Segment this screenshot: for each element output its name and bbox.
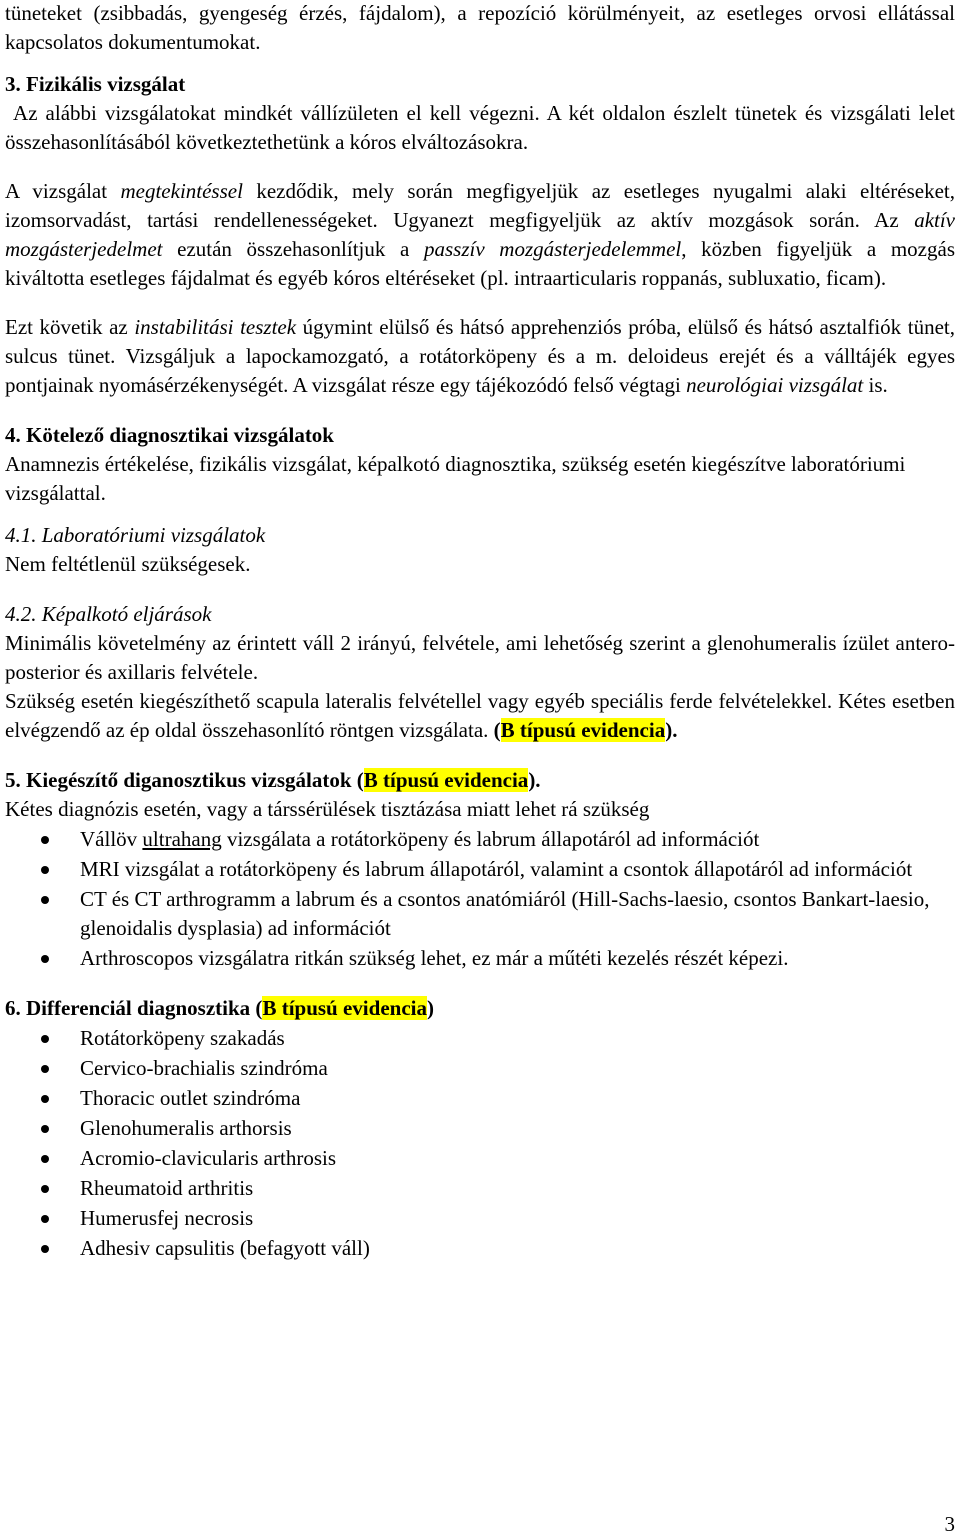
section-3-paragraph-1: Az alábbi vizsgálatokat mindkét vállízületen el kell végezni. A két oldalon észlelt tünetek és vizsgálati lelet összehasonlításából következtethetünk a kóros elváltozásokra.	[5, 101, 960, 154]
heading-text: 6. Differenciál diagnosztika (	[5, 996, 263, 1020]
list-item	[5, 1174, 955, 1203]
text-run: vizsgálata a rotátorköpeny és labrum állapotáról ad információt	[221, 827, 760, 851]
evidence-open: (	[493, 718, 501, 742]
text-run: CT és CT arthrogramm a labrum és a csontos anatómiáról (Hill-Sachs-laesio, csontos Bankart-laesio, glenoidalis dysplasia) ad információt	[80, 887, 930, 940]
list-item	[5, 855, 955, 884]
italic-term: megtekintéssel	[120, 179, 243, 203]
section-5-intro: Kétes diagnózis esetén, vagy a társsérülések tisztázása miatt lehet rá szükség	[5, 797, 650, 821]
list-item-text: Rheumatoid arthritis	[80, 1176, 254, 1200]
list-item	[5, 944, 955, 973]
bullet-icon	[41, 1035, 49, 1043]
list-item	[5, 1114, 955, 1143]
subsection-4-1-heading	[5, 521, 955, 550]
text-run: Ezt követik az	[5, 315, 135, 339]
subsection-4-2-paragraph-1: Minimális követelmény az érintett váll 2 irányú, felvétele, ami lehetőség szerint a glenohumeralis ízület antero-posterior és axillaris felvétele.	[5, 631, 955, 684]
text-run: is.	[863, 373, 888, 397]
italic-term: aktív mozgásterjedelmet	[5, 208, 955, 261]
list-item	[5, 1234, 955, 1263]
italic-term: passzív mozgásterjedelemmel	[423, 237, 682, 261]
page-number: 3	[944, 1512, 955, 1536]
text-run: MRI vizsgálat a rotátorköpeny és labrum állapotáról, valamint a csontok állapotáról ad információt	[80, 857, 913, 881]
bullet-icon	[41, 836, 49, 844]
underlined-term: ultrahang	[142, 827, 222, 851]
heading-text: 5. Kiegészítő diganosztikus vizsgálatok (	[5, 768, 364, 792]
text-run: A vizsgálat	[5, 179, 121, 203]
bullet-icon	[41, 1155, 49, 1163]
evidence-highlight: B típusú evidencia	[262, 996, 427, 1020]
bullet-icon	[41, 955, 49, 963]
section-6-heading	[5, 994, 955, 1023]
text-run: ezután összehasonlítjuk a	[162, 237, 424, 261]
list-item-text: Glenohumeralis arthorsis	[80, 1116, 292, 1140]
evidence-highlight: B típusú evidencia	[363, 768, 529, 792]
section-3-paragraph-3	[5, 313, 955, 400]
list-item-text: Humerusfej necrosis	[80, 1206, 254, 1230]
bullet-icon	[41, 896, 49, 904]
section-5-list	[5, 825, 955, 973]
subsection-number: 4.1.	[5, 523, 42, 547]
bullet-icon	[41, 1245, 49, 1253]
bullet-icon	[41, 866, 49, 874]
list-item	[5, 1054, 955, 1083]
list-item-text: Rotátorköpeny szakadás	[80, 1026, 285, 1050]
document-page	[5, 0, 960, 1263]
subsection-title: Laboratóriumi vizsgálatok	[41, 523, 266, 547]
section-3-paragraph-2	[5, 177, 955, 293]
bullet-icon	[41, 1215, 49, 1223]
list-item-text: Cervico-brachialis szindróma	[80, 1056, 328, 1080]
text-run: úgymint elülső és hátsó apprehenziós próba, elülső és hátsó asztalfiók tünet, sulcus tünet. Vizsgáljuk a lapockamozgató, a rotátorköpeny és a m. deloideus erejét és a válltájék egyes pontjainak nyomásérzékenységét. A vizsgálat része egy tájékozódó felső végtagi	[5, 315, 955, 397]
subsection-4-1-text: Nem feltétlenül szükségesek.	[5, 552, 251, 576]
italic-term: neurológiai vizsgálat	[686, 373, 864, 397]
intro-paragraph: tüneteket (zsibbadás, gyengeség érzés, fájdalom), a repozíció körülményeit, az esetleges orvosi ellátással kapcsolatos dokumentumokat.	[5, 1, 955, 54]
bullet-icon	[41, 1125, 49, 1133]
list-item-text: Thoracic outlet szindróma	[80, 1086, 301, 1110]
subsection-title: Képalkotó eljárások	[41, 602, 212, 626]
subsection-4-2-heading	[5, 600, 955, 629]
text-run: Arthroscopos vizsgálatra ritkán szükség lehet, ez már a műtéti kezelés részét képezi.	[80, 946, 789, 970]
list-item-text: Acromio-clavicularis arthrosis	[80, 1146, 336, 1170]
bullet-icon	[41, 1185, 49, 1193]
section-4-heading: 4. Kötelező diagnosztikai vizsgálatok	[5, 423, 334, 447]
evidence-close: ).	[665, 718, 678, 742]
text-run: kezdődik, mely során megfigyeljük az esetleges nyugalmi alaki eltéréseket, izomsorvadást, tartási rendellenességeket. Ugyanezt megfigyeljük az aktív mozgások során. Az	[5, 179, 955, 232]
list-item	[5, 885, 955, 943]
text-run: , közben figyeljük a mozgás kiváltotta esetleges fájdalmat és egyéb kóros eltéréseket (pl. intraarticularis roppanás, subluxatio, ficam).	[5, 237, 955, 290]
list-item	[5, 1084, 955, 1113]
heading-text: )	[426, 996, 434, 1020]
list-item	[5, 1144, 955, 1173]
section-5-heading	[5, 766, 955, 795]
evidence-highlight: B típusú evidencia	[500, 718, 666, 742]
text-run: Szükség esetén kiegészíthető scapula lateralis felvétellel vagy egyéb speciális ferde felvételekkel. Kétes esetben elvégzendő az ép oldal összehasonlító röntgen vizsgálata.	[5, 689, 955, 742]
list-item	[5, 1204, 955, 1233]
subsection-4-2-paragraph-2	[5, 687, 955, 745]
heading-text: ).	[528, 768, 541, 792]
section-3-heading: 3. Fizikális vizsgálat	[5, 72, 186, 96]
subsection-number: 4.2.	[5, 602, 42, 626]
section-6-list	[5, 1024, 955, 1263]
italic-term: instabilitási tesztek	[134, 315, 297, 339]
list-item-text: Adhesiv capsulitis (befagyott váll)	[80, 1236, 370, 1260]
bullet-icon	[41, 1065, 49, 1073]
bullet-icon	[41, 1095, 49, 1103]
list-item	[5, 825, 955, 854]
list-item	[5, 1024, 955, 1053]
text-run: Vállöv	[80, 827, 143, 851]
section-4-paragraph: Anamnezis értékelése, fizikális vizsgálat, képalkotó diagnosztika, szükség esetén kiegészítve laboratóriumi vizsgálattal.	[5, 452, 906, 505]
